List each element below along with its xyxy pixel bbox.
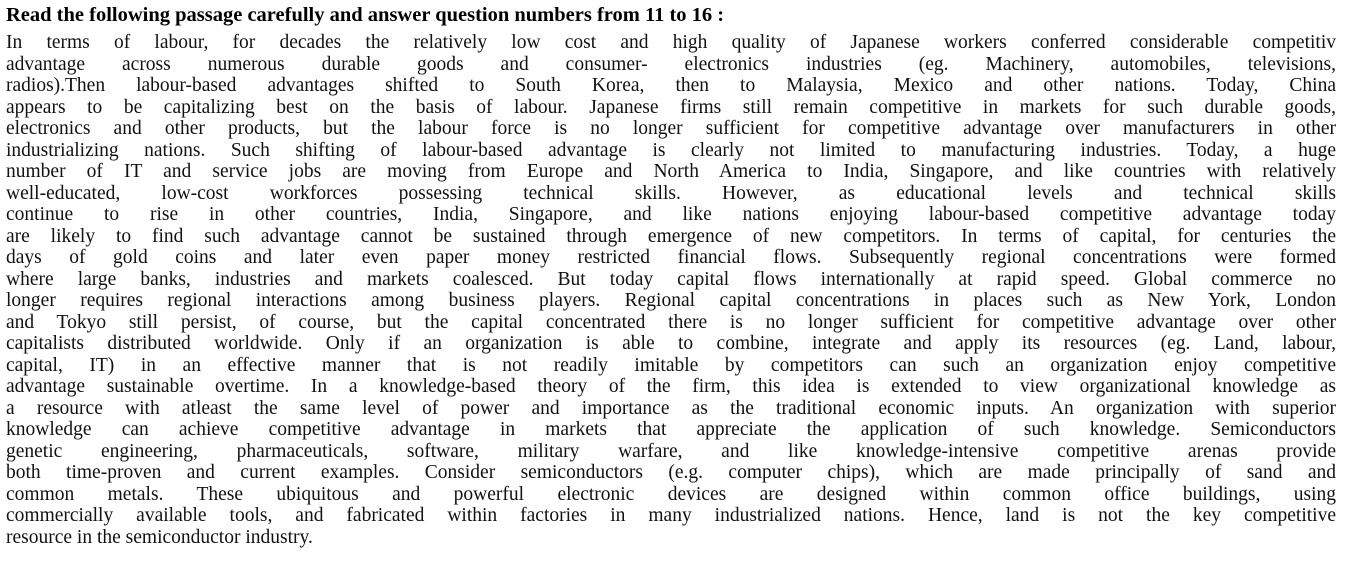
passage-line: both time-proven and current examples. Consider semiconductors (e.g. computer chips), which are made principally of sand and	[6, 462, 1336, 483]
passage-instruction-heading: Read the following passage carefully and answer question numbers from 11 to 16 :	[6, 4, 725, 26]
passage-line: radios).Then labour-based advantages shifted to South Korea, then to Malaysia, Mexico and other nations. Today, China	[6, 75, 1336, 96]
passage-line: where large banks, industries and markets coalesced. But today capital flows internationally at rapid speed. Global commerce no	[6, 268, 1336, 290]
passage-line: advantage sustainable overtime. In a knowledge-based theory of the firm, this idea is extended to view organizational knowledge as	[6, 376, 1336, 397]
passage-line: appears to be capitalizing best on the basis of labour. Japanese firms still remain competitive in markets for such durable goods,	[6, 96, 1336, 118]
passage-line: advantage across numerous durable goods and consumer- electronics industries (eg. Machinery, automobiles, televisions,	[6, 53, 1336, 75]
passage-line: and Tokyo still persist, of course, but the capital concentrated there is no longer sufficient for competitive advantage over other	[6, 311, 1336, 333]
passage-line: genetic engineering, pharmaceuticals, software, military warfare, and like knowledge-intensive competitive arenas provide	[6, 440, 1336, 462]
passage-line: number of IT and service jobs are moving from Europe and North America to India, Singapore, and like countries with relatively	[6, 161, 1336, 182]
passage-line: capitalists distributed worldwide. Only if an organization is able to combine, integrate and apply its resources (eg. Land, labour,	[6, 333, 1336, 354]
passage-line: knowledge can achieve competitive advantage in markets that appreciate the application of such knowledge. Semiconductors	[6, 419, 1336, 440]
reading-passage	[6, 32, 1336, 548]
passage-line: are likely to find such advantage cannot be sustained through emergence of new competitors. In terms of capital, for centuries the	[6, 225, 1336, 247]
passage-line: days of gold coins and later even paper money restricted financial flows. Subsequently regional concentrations were formed	[6, 247, 1336, 268]
passage-line: well-educated, low-cost workforces possessing technical skills. However, as educational levels and technical skills	[6, 182, 1336, 204]
passage-line: a resource with atleast the same level of power and importance as the traditional economic inputs. An organization with superior	[6, 397, 1336, 419]
passage-line: industrializing nations. Such shifting of labour-based advantage is clearly not limited to manufacturing industries. Today, a huge	[6, 139, 1336, 161]
passage-line: longer requires regional interactions among business players. Regional capital concentrations in places such as New York, London	[6, 290, 1336, 311]
passage-line: commercially available tools, and fabricated within factories in many industrialized nations. Hence, land is not the key competitive	[6, 505, 1336, 526]
passage-line: common metals. These ubiquitous and powerful electronic devices are designed within common office buildings, using	[6, 483, 1336, 505]
passage-line: In terms of labour, for decades the relatively low cost and high quality of Japanese workers conferred considerable competitiv	[6, 32, 1336, 53]
passage-line: electronics and other products, but the labour force is no longer sufficient for competitive advantage over manufacturers in other	[6, 118, 1336, 139]
passage-line: capital, IT) in an effective manner that is not readily imitable by competitors can such an organization enjoy competitive	[6, 354, 1336, 376]
passage-line: continue to rise in other countries, India, Singapore, and like nations enjoying labour-based competitive advantage today	[6, 204, 1336, 225]
passage-line: resource in the semiconductor industry.	[6, 526, 313, 548]
